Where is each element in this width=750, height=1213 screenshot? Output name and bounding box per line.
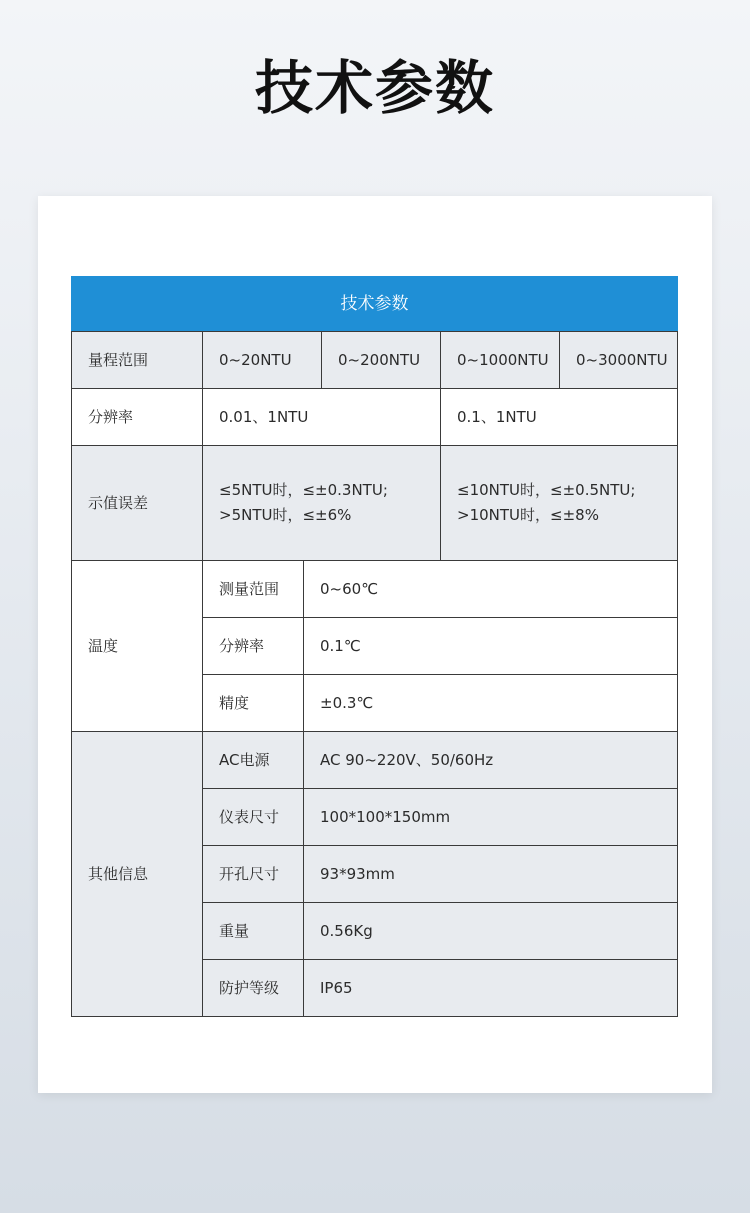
error-left: [203, 446, 441, 561]
table-header: 技术参数: [72, 277, 678, 332]
power-value: AC 90~220V、50/60Hz: [304, 732, 678, 789]
temp-accuracy-label: 精度: [203, 675, 304, 732]
size-label: 仪表尺寸: [203, 789, 304, 846]
temp-accuracy-value: ±0.3℃: [304, 675, 678, 732]
range-value-3: 0~1000NTU: [441, 332, 560, 389]
table-row-range: [72, 332, 678, 389]
resolution-value-1: 0.01、1NTU: [203, 389, 441, 446]
protection-value: IP65: [304, 960, 678, 1017]
resolution-label: 分辨率: [72, 389, 203, 446]
temp-range-value: 0~60℃: [304, 561, 678, 618]
table-row-resolution: [72, 389, 678, 446]
error-left-line-1: ≤5NTU时，≤±0.3NTU;: [219, 481, 388, 499]
table-row-power: [72, 732, 678, 789]
range-value-1: 0~20NTU: [203, 332, 322, 389]
weight-value: 0.56Kg: [304, 903, 678, 960]
range-label: 量程范围: [72, 332, 203, 389]
temperature-label: 温度: [72, 561, 203, 732]
cutout-label: 开孔尺寸: [203, 846, 304, 903]
temp-range-label: 测量范围: [203, 561, 304, 618]
error-left-line-2: >5NTU时，≤±6%: [219, 506, 352, 524]
power-label: AC电源: [203, 732, 304, 789]
cutout-value: 93*93mm: [304, 846, 678, 903]
temp-resolution-label: 分辨率: [203, 618, 304, 675]
protection-label: 防护等级: [203, 960, 304, 1017]
weight-label: 重量: [203, 903, 304, 960]
table-row-error: [72, 446, 678, 561]
table-row-temp-range: [72, 561, 678, 618]
resolution-value-2: 0.1、1NTU: [441, 389, 678, 446]
error-label: 示值误差: [72, 446, 203, 561]
range-value-2: 0~200NTU: [322, 332, 441, 389]
spec-table: [71, 276, 678, 1017]
error-right-line-1: ≤10NTU时，≤±0.5NTU;: [457, 481, 636, 499]
page-title: 技术参数: [254, 54, 495, 122]
error-right: [441, 446, 678, 561]
range-value-4: 0~3000NTU: [560, 332, 678, 389]
size-value: 100*100*150mm: [304, 789, 678, 846]
error-right-line-2: >10NTU时，≤±8%: [457, 506, 599, 524]
other-label: 其他信息: [72, 732, 203, 1017]
temp-resolution-value: 0.1℃: [304, 618, 678, 675]
